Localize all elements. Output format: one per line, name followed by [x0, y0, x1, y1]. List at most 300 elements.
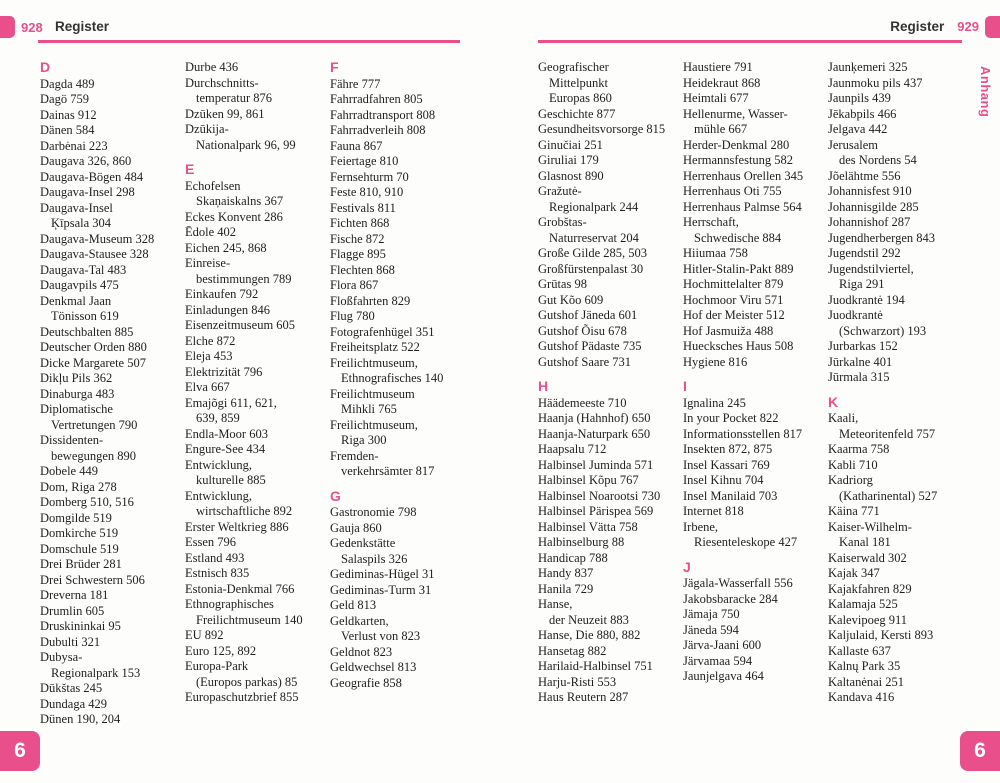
index-entry [185, 597, 330, 628]
index-entry-text: Kabli 710 [828, 457, 878, 472]
index-entry-text: Haanja-Naturpark 650 [538, 426, 651, 441]
index-entry-text: Fremden- [330, 448, 379, 463]
index-entry [330, 309, 475, 325]
index-entry-text: Euro 125, 892 [185, 643, 257, 658]
index-entry [538, 138, 683, 154]
index-section [185, 60, 330, 153]
index-entry-continuation: Europas 860 [549, 91, 612, 105]
index-entry-text: Jēkabpils 466 [828, 106, 897, 121]
index-entry-text: Elva 667 [185, 380, 230, 394]
index-entry [683, 91, 828, 107]
index-entry-text: Freilichtmuseum, [330, 355, 418, 370]
index-entry-text: Denkmal Jaan [40, 293, 112, 308]
index-entry [185, 551, 330, 567]
index-entry-text: Europa-Park [185, 659, 249, 673]
index-entry [40, 464, 185, 480]
index-entry [330, 77, 475, 93]
index-entry [330, 598, 475, 614]
index-entry [40, 433, 185, 464]
index-entry-text: EU 892 [185, 628, 224, 642]
index-entry-text: Echofelsen [185, 178, 241, 193]
index-entry-text: Handy 837 [538, 566, 594, 580]
index-entry-text: Hof der Meister 512 [683, 308, 785, 322]
index-entry [538, 277, 683, 293]
index-entry-text: Fahrradverleih 808 [330, 123, 426, 137]
index-entry [538, 473, 683, 489]
index-entry-text: Kaljulaid, Kersti 893 [828, 628, 934, 642]
index-entry [330, 505, 475, 521]
index-entry-text: Freilichtmuseum, [330, 417, 418, 432]
index-entry [683, 293, 828, 309]
index-entry [40, 356, 185, 372]
index-entry [538, 262, 683, 278]
index-entry [828, 246, 973, 262]
page-header-right [890, 19, 979, 34]
index-entry [40, 387, 185, 403]
index-entry [538, 566, 683, 582]
index-entry-text: Dreverna 181 [40, 588, 109, 602]
index-entry [330, 645, 475, 661]
index-entry [538, 520, 683, 536]
index-entry-continuation: Regionalpark 153 [51, 665, 141, 680]
index-entry-text: Dissidenten- [40, 433, 104, 447]
index-entry-text: Elche 872 [185, 333, 236, 348]
index-entry-text: Jugendstil 292 [828, 246, 901, 260]
index-entry-text: Dikļu Pils 362 [40, 371, 113, 385]
index-entry-text: Freiheitsplatz 522 [330, 340, 420, 354]
index-entry [40, 526, 185, 542]
index-entry-text: Dainas 912 [40, 107, 97, 122]
index-entry-text: Fauna 867 [330, 138, 383, 153]
index-entry-text: Estnisch 835 [185, 566, 250, 580]
index-entry [185, 349, 330, 365]
index-entry-text: Dinaburga 483 [40, 386, 115, 401]
index-entry [40, 92, 185, 108]
index-entry-text: Halbinsel Juminda 571 [538, 457, 654, 472]
index-entry-text: Fische 872 [330, 231, 385, 246]
index-entry [185, 225, 330, 241]
index-entry [40, 340, 185, 356]
index-entry [683, 489, 828, 505]
index-entry [828, 551, 973, 567]
index-entry [538, 628, 683, 644]
index-entry [538, 504, 683, 520]
index-entry-text: Hanse, Die 880, 882 [538, 628, 641, 642]
index-entry-text: Kalevipoeg 911 [828, 612, 908, 627]
index-entry [683, 76, 828, 92]
index-entry-text: Herder-Denkmal 280 [683, 137, 790, 152]
index-entry-continuation: Riga 291 [839, 277, 885, 291]
index-entry-text: Dagda 489 [40, 76, 95, 91]
index-entry [683, 308, 828, 324]
index-entry [185, 566, 330, 582]
index-entry [40, 573, 185, 589]
index-entry [330, 294, 475, 310]
index-entry [40, 201, 185, 232]
index-entry-text: Durchschnitts- [185, 75, 259, 90]
index-column [538, 60, 683, 706]
index-entry-text: Jugendherbergen 843 [828, 230, 936, 245]
index-entry-text: Dagö 759 [40, 92, 89, 106]
index-entry [828, 473, 973, 504]
index-entry-continuation: temperatur 876 [196, 91, 273, 105]
index-entry [828, 675, 973, 691]
index-entry-text: Geldkarten, [330, 613, 389, 628]
index-entry-continuation: 639, 859 [196, 411, 240, 425]
index-entry-text: Daugava 326, 860 [40, 154, 132, 168]
index-entry [40, 542, 185, 558]
index-section [828, 60, 973, 386]
index-entry-text: In your Pocket 822 [683, 411, 779, 425]
index-entry [185, 303, 330, 319]
index-entry [330, 139, 475, 155]
index-entry [538, 690, 683, 706]
index-entry [683, 427, 828, 443]
index-entry-text: Järvamaa 594 [683, 653, 753, 668]
index-entry [683, 215, 828, 246]
index-entry [330, 201, 475, 217]
index-entry [683, 246, 828, 262]
index-entry-continuation: mühle 667 [694, 122, 748, 136]
index-entry-text: Juodkrantė [828, 308, 883, 322]
index-entry-text: Halbinselburg 88 [538, 535, 625, 549]
chapter-number-badge-right [960, 731, 1000, 771]
index-entry-continuation: Mittelpunkt [549, 75, 609, 90]
index-entry-continuation: Ethnografisches 140 [341, 371, 444, 385]
index-column [683, 60, 828, 706]
index-entry [828, 339, 973, 355]
index-entry-text: Entwicklung, [185, 457, 253, 472]
index-entry-continuation: wirtschaftliche 892 [196, 504, 293, 518]
index-entry [683, 169, 828, 185]
index-section [683, 560, 828, 685]
index-entry [40, 712, 185, 728]
index-entry [683, 324, 828, 340]
index-entry-text: Gediminas-Hügel 31 [330, 567, 435, 581]
index-entry [40, 154, 185, 170]
index-entry-text: Großfürstenpalast 30 [538, 261, 644, 276]
index-entry-text: Drei Schwestern 506 [40, 572, 145, 587]
index-entry-text: Ginučiai 251 [538, 137, 603, 152]
index-entry-text: Flug 780 [330, 309, 375, 323]
index-entry-text: Deutschbalten 885 [40, 324, 134, 339]
index-entry [40, 263, 185, 279]
section-letter: E [185, 161, 195, 177]
index-entry [40, 495, 185, 511]
index-entry-continuation: (Europos parkas) 85 [196, 674, 298, 689]
index-entry [538, 458, 683, 474]
index-entry [683, 107, 828, 138]
index-entry-text: Hochmittelalter 879 [683, 277, 784, 291]
index-entry-text: Hanse, [538, 597, 573, 611]
index-entry [40, 557, 185, 573]
index-entry-continuation: Freilichtmuseum 140 [196, 612, 303, 627]
index-entry-text: Daugava-Stausee 328 [40, 247, 149, 261]
index-entry-text: Einreise- [185, 256, 231, 270]
index-entry-text: Haus Reutern 287 [538, 690, 629, 704]
index-entry [828, 231, 973, 247]
index-entry-text: Eleja 453 [185, 349, 233, 363]
page-edge-tab-right [985, 16, 1000, 38]
index-entry-text: Johannishof 287 [828, 215, 911, 229]
index-entry-text: Dzūken 99, 861 [185, 106, 265, 121]
index-entry-text: Kaltanėnai 251 [828, 674, 905, 689]
section-letter: J [683, 558, 691, 575]
index-entry [683, 504, 828, 520]
index-entry-text: Jõelähtme 556 [828, 168, 901, 183]
index-entry-text: Gastronomie 798 [330, 505, 417, 519]
index-entry [330, 536, 475, 567]
index-entry [828, 597, 973, 613]
index-entry-continuation: Riga 300 [341, 433, 387, 447]
index-entry-text: Eisenzeitmuseum 605 [185, 318, 296, 332]
index-entry-text: Diplomatische [40, 402, 113, 416]
index-entry-text: Fotografenhügel 351 [330, 324, 435, 339]
index-entry [40, 139, 185, 155]
index-entry [828, 76, 973, 92]
index-entry-text: Jerusalem [828, 137, 878, 152]
index-entry-text: Kallaste 637 [828, 643, 891, 658]
index-entry-text: Grobštas- [538, 215, 587, 229]
index-entry-text: Jurbarkas 152 [828, 339, 898, 353]
index-entry-continuation: Nationalpark 96, 99 [196, 137, 296, 152]
index-entry-text: Hof Jasmuiža 488 [683, 323, 774, 338]
index-section [538, 60, 683, 370]
index-entry-text: Kajak 347 [828, 566, 880, 580]
index-entry-text: Fähre 777 [330, 76, 381, 91]
index-entry-text: Gutshof Jäneda 601 [538, 308, 638, 322]
index-entry-text: Herrenhaus Orellen 345 [683, 168, 804, 183]
index-entry [40, 681, 185, 697]
index-entry [828, 566, 973, 582]
index-entry [683, 623, 828, 639]
index-entry [828, 520, 973, 551]
index-entry [538, 675, 683, 691]
index-entry [40, 170, 185, 186]
index-entry [330, 216, 475, 232]
index-entry-text: Darbėnai 223 [40, 138, 108, 153]
index-entry [683, 411, 828, 427]
index-entry [185, 179, 330, 210]
index-entry [683, 638, 828, 654]
index-entry-text: Einkaufen 792 [185, 287, 259, 301]
index-entry-continuation: Kanal 181 [839, 535, 891, 549]
index-section [185, 162, 330, 706]
index-entry-text: Erster Weltkrieg 886 [185, 519, 289, 534]
index-entry [828, 215, 973, 231]
index-entry-text: Käina 771 [828, 504, 880, 518]
index-entry-text: Hanila 729 [538, 581, 594, 596]
section-letter: G [330, 487, 341, 504]
index-section [330, 60, 475, 480]
index-entry [185, 107, 330, 123]
index-entry [683, 277, 828, 293]
index-entry-text: Entwicklung, [185, 488, 253, 503]
chapter-number: 6 [14, 739, 26, 762]
index-entry [40, 650, 185, 681]
index-entry-text: Geografie 858 [330, 675, 402, 690]
index-entry-text: Dobele 449 [40, 464, 98, 478]
index-entry [683, 607, 828, 623]
index-entry-text: Essen 796 [185, 535, 237, 549]
index-entry-text: Hellenurme, Wasser- [683, 106, 788, 121]
index-entry-text: Dicke Margarete 507 [40, 355, 146, 370]
index-entry-text: Jaunjelgava 464 [683, 669, 764, 683]
index-entry-text: Estonia-Denkmal 766 [185, 581, 295, 596]
index-entry-text: Daugava-Insel [40, 200, 113, 215]
index-entry [330, 263, 475, 279]
index-entry [538, 411, 683, 427]
appendix-sidebar-label: Anhang [978, 66, 993, 118]
index-section [330, 489, 475, 692]
index-entry [683, 200, 828, 216]
index-entry-text: Glasnost 890 [538, 168, 604, 183]
index-entry-text: Festivals 811 [330, 200, 396, 215]
index-entry-text: Herrenhaus Palmse 564 [683, 199, 802, 214]
index-entry-text: Jugendstilviertel, [828, 261, 914, 276]
index-entry [185, 659, 330, 690]
index-entry [683, 60, 828, 76]
index-entry-text: Eichen 245, 868 [185, 240, 267, 255]
index-column [40, 60, 185, 728]
index-entry-text: Kalnų Park 35 [828, 659, 901, 673]
index-entry-text: Kalamaja 525 [828, 597, 898, 611]
chapter-number: 6 [974, 739, 986, 762]
index-entry-text: Jakobsbaracke 284 [683, 591, 778, 606]
index-entry-text: Daugava-Insel 298 [40, 185, 135, 199]
index-entry-continuation: Schwedische 884 [694, 230, 782, 245]
index-entry [330, 278, 475, 294]
index-entry [330, 676, 475, 692]
index-entry-text: Hiiumaa 758 [683, 246, 748, 260]
index-entry-text: Gesundheitsvorsorge 815 [538, 122, 666, 136]
index-entry [828, 262, 973, 293]
index-entry-text: Jaunpils 439 [828, 91, 891, 105]
index-entry-text: Dubulti 321 [40, 634, 101, 649]
index-entry [330, 521, 475, 537]
index-entry [828, 504, 973, 520]
index-entry [40, 294, 185, 325]
index-entry-text: Feiertage 810 [330, 154, 399, 168]
index-entry-text: Geografischer [538, 60, 609, 74]
index-entry-text: Gutshof Saare 731 [538, 354, 632, 369]
index-entry [40, 697, 185, 713]
index-entry-text: Fahrradtransport 808 [330, 107, 436, 122]
index-entry [828, 184, 973, 200]
index-entry [330, 108, 475, 124]
index-entry [538, 396, 683, 412]
index-entry-text: Flechten 868 [330, 262, 395, 277]
index-entry-text: Dubysa- [40, 650, 83, 664]
index-entry [185, 334, 330, 350]
index-entry-text: Drei Brüder 281 [40, 557, 122, 571]
index-entry [40, 77, 185, 93]
index-column [185, 60, 330, 728]
index-entry [828, 60, 973, 76]
index-entry-text: Kajakfahren 829 [828, 581, 912, 596]
index-entry [185, 520, 330, 536]
index-entry [828, 308, 973, 339]
index-entry-text: Domberg 510, 516 [40, 495, 134, 509]
index-entry-text: Domkirche 519 [40, 526, 119, 540]
index-entry-continuation: der Neuzeit 883 [549, 612, 629, 627]
index-entry-text: Irbene, [683, 519, 719, 534]
index-entry [330, 449, 475, 480]
index-entry [330, 170, 475, 186]
index-entry-text: Hygiene 816 [683, 354, 748, 369]
index-entry [330, 232, 475, 248]
page-edge-tab-left [0, 16, 15, 38]
index-entry-text: Harju-Risti 553 [538, 674, 617, 689]
index-entry-text: Estland 493 [185, 550, 245, 565]
index-entry [185, 256, 330, 287]
index-entry [538, 644, 683, 660]
section-letter: K [828, 393, 839, 410]
index-entry-text: Hochmoor Viru 571 [683, 292, 784, 307]
index-entry-text: Järva-Jaani 600 [683, 638, 762, 652]
index-entry-text: Daugava-Tal 483 [40, 262, 127, 277]
index-entry [828, 659, 973, 675]
index-entry-continuation: (Katharinental) 527 [839, 488, 938, 503]
index-entry [185, 582, 330, 598]
index-entry-continuation: verkehrsämter 817 [341, 464, 435, 478]
index-entry-text: Handicap 788 [538, 550, 608, 565]
index-entry-text: Herrenhaus Oti 755 [683, 184, 782, 198]
index-entry-text: Fahrradfahren 805 [330, 92, 423, 106]
index-entry-text: Gutshof Õisu 678 [538, 323, 627, 338]
index-entry [330, 325, 475, 341]
index-entry-text: Drumlin 605 [40, 603, 105, 618]
index-entry-text: Dūkštas 245 [40, 681, 103, 695]
index-entry [538, 442, 683, 458]
index-entry [330, 92, 475, 108]
index-entry [185, 76, 330, 107]
index-entry-text: Fichten 868 [330, 216, 390, 230]
index-entry [538, 169, 683, 185]
index-entry-text: Insel Manilaid 703 [683, 488, 778, 503]
index-entry-continuation: bewegungen 890 [51, 448, 137, 463]
index-section [828, 395, 973, 706]
index-entry [330, 356, 475, 387]
index-entry [683, 138, 828, 154]
index-entry-text: Dundaga 429 [40, 696, 107, 711]
index-entry [683, 442, 828, 458]
index-entry [185, 396, 330, 427]
index-entry-text: Jelgava 442 [828, 122, 888, 136]
index-entry-text: Juodkrantė 194 [828, 292, 905, 307]
index-entry [185, 60, 330, 76]
index-entry-text: Endla-Moor 603 [185, 426, 268, 441]
index-entry-text: Ignalina 245 [683, 395, 746, 410]
index-entry-continuation: Tönisson 619 [51, 309, 119, 323]
index-entry-text: Hermannsfestung 582 [683, 153, 794, 167]
index-entry [683, 396, 828, 412]
index-entry-text: Huecksches Haus 508 [683, 339, 794, 353]
index-entry-text: Gutshof Pädaste 735 [538, 339, 642, 353]
index-entry [330, 583, 475, 599]
index-entry [828, 200, 973, 216]
index-entry-text: Kaiserwald 302 [828, 550, 907, 565]
index-entry [185, 241, 330, 257]
index-entry [538, 551, 683, 567]
index-entry [40, 123, 185, 139]
index-entry-text: Gedenkstätte [330, 536, 396, 550]
index-entry [683, 184, 828, 200]
index-entry [828, 458, 973, 474]
index-entry-continuation: Naturreservat 204 [549, 230, 639, 245]
index-entry [330, 340, 475, 356]
index-entry [683, 458, 828, 474]
